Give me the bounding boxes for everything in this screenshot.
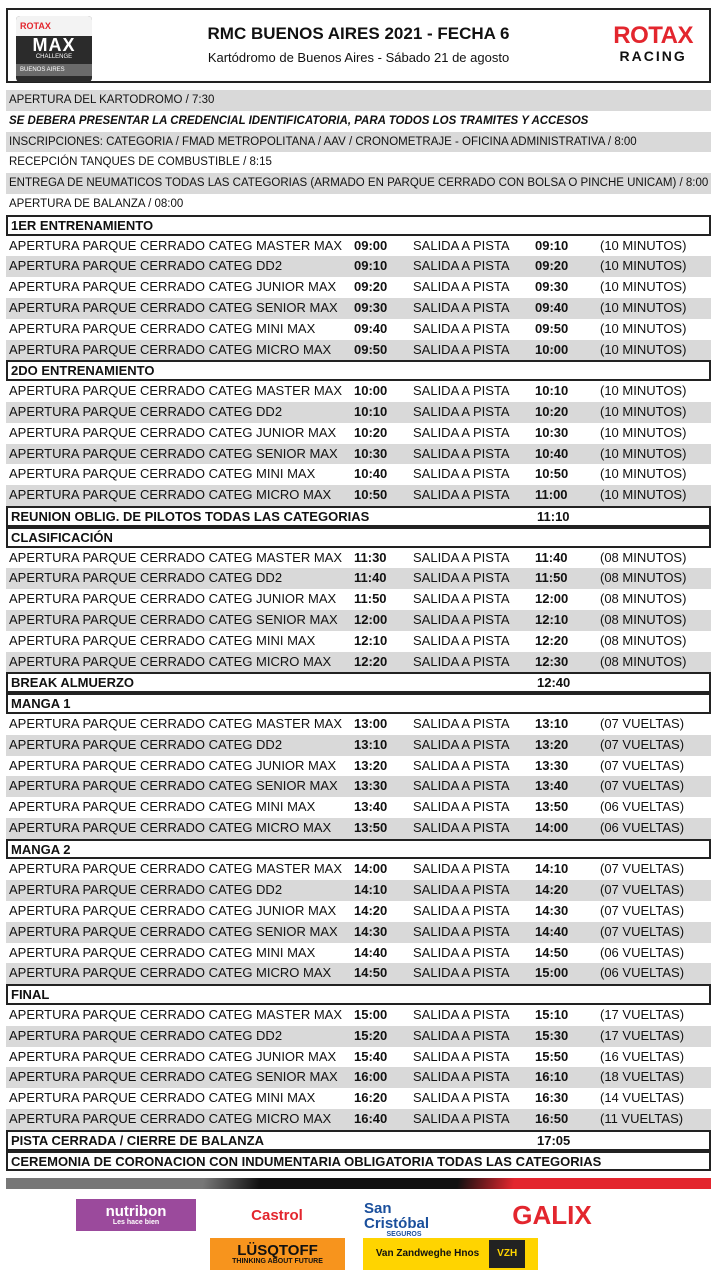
row-label: APERTURA PARQUE CERRADO CATEG MICRO MAX bbox=[9, 487, 332, 503]
duration: (08 MINUTOS) bbox=[600, 570, 687, 586]
track-time: 15:30 bbox=[535, 1027, 569, 1043]
section-title: PISTA CERRADA / CIERRE DE BALANZA bbox=[11, 1132, 265, 1148]
track-label: SALIDA A PISTA bbox=[413, 237, 510, 253]
schedule bbox=[6, 90, 711, 1171]
row-label: APERTURA PARQUE CERRADO CATEG MINI MAX bbox=[9, 320, 316, 336]
track-time: 09:20 bbox=[535, 258, 569, 274]
info-row: INSCRIPCIONES: CATEGORIA / FMAD METROPOLITANA / AAV / CRONOMETRAJE - OFICINA ADMINISTRATIVA / 8:00 bbox=[6, 132, 711, 153]
track-time: 14:40 bbox=[535, 923, 569, 939]
sponsor-logo-1 bbox=[217, 1199, 337, 1231]
open-time: 12:20 bbox=[354, 653, 388, 669]
table-row bbox=[6, 963, 711, 984]
track-time: 16:30 bbox=[535, 1090, 569, 1106]
track-time: 09:40 bbox=[535, 299, 569, 315]
row-label: APERTURA PARQUE CERRADO CATEG JUNIOR MAX bbox=[9, 424, 337, 440]
duration: (07 VUELTAS) bbox=[600, 923, 685, 939]
duration: (10 MINUTOS) bbox=[600, 487, 687, 503]
duration: (10 MINUTOS) bbox=[600, 258, 687, 274]
section-title: CLASIFICACIÓN bbox=[11, 529, 113, 545]
open-time: 14:40 bbox=[354, 944, 388, 960]
track-label: SALIDA A PISTA bbox=[413, 715, 510, 731]
table-row bbox=[6, 859, 711, 880]
track-label: SALIDA A PISTA bbox=[413, 1027, 510, 1043]
open-time: 13:50 bbox=[354, 819, 388, 835]
open-time: 10:00 bbox=[354, 383, 388, 399]
track-label: SALIDA A PISTA bbox=[413, 1069, 510, 1085]
table-row bbox=[6, 319, 711, 340]
track-time: 15:50 bbox=[535, 1048, 569, 1064]
duration: (07 VUELTAS) bbox=[600, 778, 685, 794]
open-time: 16:00 bbox=[354, 1069, 388, 1085]
track-time: 14:00 bbox=[535, 819, 569, 835]
track-time: 11:40 bbox=[535, 549, 568, 565]
open-time: 10:10 bbox=[354, 403, 388, 419]
decorative-stripe bbox=[6, 1178, 711, 1189]
duration: (07 VUELTAS) bbox=[600, 715, 685, 731]
duration: (06 VUELTAS) bbox=[600, 965, 685, 981]
duration: (17 VUELTAS) bbox=[600, 1027, 685, 1043]
duration: (10 MINUTOS) bbox=[600, 466, 687, 482]
track-label: SALIDA A PISTA bbox=[413, 965, 510, 981]
open-time: 09:10 bbox=[354, 258, 388, 274]
sponsor-name: LÜSQTOFF bbox=[237, 1242, 318, 1259]
section-title: 1ER ENTRENAMIENTO bbox=[11, 217, 154, 233]
table-row bbox=[6, 1047, 711, 1068]
table-row bbox=[6, 735, 711, 756]
track-label: SALIDA A PISTA bbox=[413, 1090, 510, 1106]
table-row bbox=[6, 340, 711, 361]
duration: (10 MINUTOS) bbox=[600, 237, 687, 253]
track-time: 13:10 bbox=[535, 715, 569, 731]
track-label: SALIDA A PISTA bbox=[413, 279, 510, 295]
row-label: APERTURA PARQUE CERRADO CATEG SENIOR MAX bbox=[9, 445, 338, 461]
duration: (08 MINUTOS) bbox=[600, 591, 687, 607]
section-header bbox=[6, 1130, 711, 1151]
row-label: APERTURA PARQUE CERRADO CATEG JUNIOR MAX bbox=[9, 903, 337, 919]
section-title: BREAK ALMUERZO bbox=[11, 675, 135, 691]
sponsor-name: GALIX bbox=[512, 1200, 592, 1230]
track-label: SALIDA A PISTA bbox=[413, 736, 510, 752]
track-time: 15:00 bbox=[535, 965, 569, 981]
track-time: 14:20 bbox=[535, 882, 569, 898]
row-label: APERTURA PARQUE CERRADO CATEG MASTER MAX bbox=[9, 1007, 342, 1023]
track-label: SALIDA A PISTA bbox=[413, 923, 510, 939]
section-header bbox=[6, 672, 711, 693]
sponsor-logo-3 bbox=[482, 1199, 622, 1231]
track-label: SALIDA A PISTA bbox=[413, 861, 510, 877]
track-time: 12:00 bbox=[535, 591, 569, 607]
track-time: 13:20 bbox=[535, 736, 569, 752]
duration: (16 VUELTAS) bbox=[600, 1048, 685, 1064]
open-time: 15:20 bbox=[354, 1027, 388, 1043]
track-label: SALIDA A PISTA bbox=[413, 632, 510, 648]
row-label: APERTURA PARQUE CERRADO CATEG DD2 bbox=[9, 882, 283, 898]
track-label: SALIDA A PISTA bbox=[413, 1007, 510, 1023]
sponsor-tagline: THINKING ABOUT FUTURE bbox=[232, 1258, 323, 1265]
table-row bbox=[6, 485, 711, 506]
row-label: APERTURA PARQUE CERRADO CATEG MASTER MAX bbox=[9, 861, 342, 877]
track-time: 10:50 bbox=[535, 466, 569, 482]
table-row bbox=[6, 880, 711, 901]
table-row bbox=[6, 1088, 711, 1109]
sponsor-logo-4 bbox=[210, 1238, 345, 1270]
page-title: RMC BUENOS AIRES 2021 - FECHA 6 bbox=[207, 24, 510, 43]
table-row bbox=[6, 589, 711, 610]
duration: (07 VUELTAS) bbox=[600, 757, 685, 773]
section-header bbox=[6, 984, 711, 1005]
duration: (10 MINUTOS) bbox=[600, 299, 687, 315]
track-label: SALIDA A PISTA bbox=[413, 445, 510, 461]
row-label: APERTURA PARQUE CERRADO CATEG JUNIOR MAX bbox=[9, 279, 337, 295]
table-row bbox=[6, 277, 711, 298]
table-row bbox=[6, 298, 711, 319]
track-label: SALIDA A PISTA bbox=[413, 653, 510, 669]
table-row bbox=[6, 756, 711, 777]
open-time: 14:00 bbox=[354, 861, 388, 877]
sponsor-tagline: Les hace bien bbox=[112, 1219, 160, 1226]
track-label: SALIDA A PISTA bbox=[413, 320, 510, 336]
track-label: SALIDA A PISTA bbox=[413, 549, 510, 565]
track-label: SALIDA A PISTA bbox=[413, 341, 510, 357]
duration: (08 MINUTOS) bbox=[600, 653, 687, 669]
row-label: APERTURA PARQUE CERRADO CATEG DD2 bbox=[9, 403, 283, 419]
section-title: FINAL bbox=[11, 987, 50, 1003]
track-time: 09:30 bbox=[535, 279, 569, 295]
row-label: APERTURA PARQUE CERRADO CATEG MICRO MAX bbox=[9, 653, 332, 669]
track-label: SALIDA A PISTA bbox=[413, 570, 510, 586]
duration: (10 MINUTOS) bbox=[600, 320, 687, 336]
track-label: SALIDA A PISTA bbox=[413, 466, 510, 482]
duration: (17 VUELTAS) bbox=[600, 1007, 685, 1023]
sponsor-logo-2 bbox=[364, 1197, 444, 1241]
row-label: APERTURA PARQUE CERRADO CATEG DD2 bbox=[9, 1027, 283, 1043]
section-title: REUNION OBLIG. DE PILOTOS TODAS LAS CATEGORIAS bbox=[11, 508, 370, 524]
table-row bbox=[6, 631, 711, 652]
table-row bbox=[6, 797, 711, 818]
open-time: 14:30 bbox=[354, 923, 388, 939]
header bbox=[6, 8, 711, 83]
logo-sub: CHALLENGE bbox=[35, 54, 73, 60]
table-row bbox=[6, 444, 711, 465]
row-label: APERTURA PARQUE CERRADO CATEG SENIOR MAX bbox=[9, 611, 338, 627]
duration: (06 VUELTAS) bbox=[600, 799, 685, 815]
section-header bbox=[6, 360, 711, 381]
row-label: APERTURA PARQUE CERRADO CATEG MICRO MAX bbox=[9, 1111, 332, 1127]
table-row bbox=[6, 423, 711, 444]
section-time: 17:05 bbox=[537, 1132, 571, 1148]
open-time: 10:50 bbox=[354, 487, 388, 503]
track-time: 15:10 bbox=[535, 1007, 569, 1023]
duration: (10 MINUTOS) bbox=[600, 279, 687, 295]
track-label: SALIDA A PISTA bbox=[413, 258, 510, 274]
row-label: APERTURA PARQUE CERRADO CATEG MICRO MAX bbox=[9, 819, 332, 835]
duration: (06 VUELTAS) bbox=[600, 819, 685, 835]
open-time: 14:50 bbox=[354, 965, 388, 981]
track-label: SALIDA A PISTA bbox=[413, 299, 510, 315]
row-label: APERTURA PARQUE CERRADO CATEG DD2 bbox=[9, 570, 283, 586]
duration: (11 VUELTAS) bbox=[600, 1111, 684, 1127]
table-row bbox=[6, 1005, 711, 1026]
info-row: APERTURA DE BALANZA / 08:00 bbox=[9, 197, 184, 210]
section-header bbox=[6, 839, 711, 860]
open-time: 13:00 bbox=[354, 715, 388, 731]
track-time: 14:30 bbox=[535, 903, 569, 919]
info-row: SE DEBERA PRESENTAR LA CREDENCIAL IDENTIFICATORIA, PARA TODOS LOS TRAMITES Y ACCESOS bbox=[9, 114, 589, 127]
duration: (10 MINUTOS) bbox=[600, 445, 687, 461]
table-row bbox=[6, 402, 711, 423]
sponsor-name: Castrol bbox=[251, 1206, 303, 1224]
sponsor-name: San Cristóbal bbox=[364, 1199, 430, 1232]
row-label: APERTURA PARQUE CERRADO CATEG JUNIOR MAX bbox=[9, 591, 337, 607]
duration: (08 MINUTOS) bbox=[600, 549, 687, 565]
table-row bbox=[6, 1109, 711, 1130]
open-time: 12:10 bbox=[354, 632, 388, 648]
logo-line2: RACING bbox=[619, 48, 687, 64]
open-time: 16:20 bbox=[354, 1090, 388, 1106]
track-label: SALIDA A PISTA bbox=[413, 819, 510, 835]
open-time: 13:30 bbox=[354, 778, 388, 794]
open-time: 12:00 bbox=[354, 611, 388, 627]
info-row: ENTREGA DE NEUMATICOS TODAS LAS CATEGORIAS (ARMADO EN PARQUE CERRADO CON BOLSA O PINCHE UNICAM) / 8:00 bbox=[6, 173, 711, 194]
row-label: APERTURA PARQUE CERRADO CATEG MASTER MAX bbox=[9, 549, 342, 565]
duration: (07 VUELTAS) bbox=[600, 882, 685, 898]
row-label: APERTURA PARQUE CERRADO CATEG MICRO MAX bbox=[9, 341, 332, 357]
track-time: 13:30 bbox=[535, 757, 569, 773]
track-time: 16:10 bbox=[535, 1069, 569, 1085]
sponsor-name: Van Zandweghe Hnos bbox=[375, 1248, 480, 1259]
open-time: 10:30 bbox=[354, 445, 388, 461]
table-row bbox=[6, 1067, 711, 1088]
open-time: 14:10 bbox=[354, 882, 388, 898]
rotax-racing-logo bbox=[613, 24, 693, 64]
sponsor-tagline: SEGUROS bbox=[386, 1230, 422, 1238]
open-time: 14:20 bbox=[354, 903, 388, 919]
logo-brand: ROTAX bbox=[16, 16, 92, 36]
section-title: CEREMONIA DE CORONACION CON INDUMENTARIA OBLIGATORIA TODAS LAS CATEGORIAS bbox=[11, 1153, 602, 1169]
info-row: APERTURA DEL KARTODROMO / 7:30 bbox=[6, 90, 711, 111]
track-label: SALIDA A PISTA bbox=[413, 591, 510, 607]
row-label: APERTURA PARQUE CERRADO CATEG DD2 bbox=[9, 258, 283, 274]
track-time: 10:20 bbox=[535, 403, 569, 419]
row-label: APERTURA PARQUE CERRADO CATEG SENIOR MAX bbox=[9, 778, 338, 794]
section-header bbox=[6, 506, 711, 527]
open-time: 16:40 bbox=[354, 1111, 388, 1127]
open-time: 09:50 bbox=[354, 341, 388, 357]
row-label: APERTURA PARQUE CERRADO CATEG JUNIOR MAX bbox=[9, 1048, 337, 1064]
duration: (08 MINUTOS) bbox=[600, 632, 687, 648]
track-time: 12:20 bbox=[535, 632, 569, 648]
logo-line1: ROTAX bbox=[613, 22, 693, 49]
section-header bbox=[6, 1151, 711, 1172]
duration: (10 MINUTOS) bbox=[600, 403, 687, 419]
open-time: 13:20 bbox=[354, 757, 388, 773]
table-row bbox=[6, 568, 711, 589]
row-label: APERTURA PARQUE CERRADO CATEG MINI MAX bbox=[9, 799, 316, 815]
table-row bbox=[6, 943, 711, 964]
track-label: SALIDA A PISTA bbox=[413, 1111, 510, 1127]
track-time: 11:50 bbox=[535, 570, 568, 586]
open-time: 11:40 bbox=[354, 570, 387, 586]
row-label: APERTURA PARQUE CERRADO CATEG MINI MAX bbox=[9, 1090, 316, 1106]
section-header bbox=[6, 693, 711, 714]
row-label: APERTURA PARQUE CERRADO CATEG MASTER MAX bbox=[9, 715, 342, 731]
row-label: APERTURA PARQUE CERRADO CATEG SENIOR MAX bbox=[9, 1069, 338, 1085]
page-subtitle: Kartódromo de Buenos Aires - Sábado 21 de agosto bbox=[207, 50, 510, 65]
table-row bbox=[6, 548, 711, 569]
table-row bbox=[6, 714, 711, 735]
track-time: 10:10 bbox=[535, 383, 569, 399]
table-row bbox=[6, 464, 711, 485]
open-time: 13:40 bbox=[354, 799, 388, 815]
row-label: APERTURA PARQUE CERRADO CATEG MASTER MAX bbox=[9, 383, 342, 399]
section-title: MANGA 2 bbox=[11, 841, 71, 857]
table-row bbox=[6, 610, 711, 631]
sponsor-logo-0 bbox=[76, 1199, 196, 1231]
track-time: 14:50 bbox=[535, 944, 569, 960]
track-label: SALIDA A PISTA bbox=[413, 944, 510, 960]
duration: (10 MINUTOS) bbox=[600, 383, 687, 399]
track-time: 11:00 bbox=[535, 487, 568, 503]
row-label: APERTURA PARQUE CERRADO CATEG MINI MAX bbox=[9, 632, 316, 648]
track-time: 14:10 bbox=[535, 861, 569, 877]
duration: (06 VUELTAS) bbox=[600, 944, 685, 960]
open-time: 11:30 bbox=[354, 549, 387, 565]
track-time: 09:50 bbox=[535, 320, 569, 336]
table-row bbox=[6, 922, 711, 943]
table-row bbox=[6, 652, 711, 673]
track-label: SALIDA A PISTA bbox=[413, 757, 510, 773]
row-label: APERTURA PARQUE CERRADO CATEG MINI MAX bbox=[9, 944, 316, 960]
row-label: APERTURA PARQUE CERRADO CATEG JUNIOR MAX bbox=[9, 757, 337, 773]
duration: (18 VUELTAS) bbox=[600, 1069, 685, 1085]
open-time: 13:10 bbox=[354, 736, 388, 752]
table-row bbox=[6, 256, 711, 277]
section-title: MANGA 1 bbox=[11, 696, 71, 712]
table-row bbox=[6, 381, 711, 402]
duration: (07 VUELTAS) bbox=[600, 903, 685, 919]
track-label: SALIDA A PISTA bbox=[413, 903, 510, 919]
track-time: 10:40 bbox=[535, 445, 569, 461]
track-label: SALIDA A PISTA bbox=[413, 611, 510, 627]
track-label: SALIDA A PISTA bbox=[413, 403, 510, 419]
track-label: SALIDA A PISTA bbox=[413, 799, 510, 815]
open-time: 09:30 bbox=[354, 299, 388, 315]
duration: (08 MINUTOS) bbox=[600, 611, 687, 627]
track-label: SALIDA A PISTA bbox=[413, 487, 510, 503]
row-label: APERTURA PARQUE CERRADO CATEG MICRO MAX bbox=[9, 965, 332, 981]
table-row bbox=[6, 236, 711, 257]
section-title: 2DO ENTRENAMIENTO bbox=[11, 363, 155, 379]
section-time: 11:10 bbox=[537, 508, 570, 524]
logo-name: MAX bbox=[32, 35, 76, 55]
open-time: 15:40 bbox=[354, 1048, 388, 1064]
open-time: 11:50 bbox=[354, 591, 387, 607]
track-label: SALIDA A PISTA bbox=[413, 1048, 510, 1064]
track-time: 16:50 bbox=[535, 1111, 569, 1127]
open-time: 09:20 bbox=[354, 279, 388, 295]
duration: (14 VUELTAS) bbox=[600, 1090, 685, 1106]
info-row: RECEPCIÓN TANQUES DE COMBUSTIBLE / 8:15 bbox=[9, 156, 272, 169]
track-time: 12:30 bbox=[535, 653, 569, 669]
duration: (07 VUELTAS) bbox=[600, 736, 685, 752]
row-label: APERTURA PARQUE CERRADO CATEG MINI MAX bbox=[9, 466, 316, 482]
section-header bbox=[6, 215, 711, 236]
track-label: SALIDA A PISTA bbox=[413, 882, 510, 898]
row-label: APERTURA PARQUE CERRADO CATEG SENIOR MAX bbox=[9, 923, 338, 939]
track-label: SALIDA A PISTA bbox=[413, 424, 510, 440]
track-time: 10:30 bbox=[535, 424, 569, 440]
track-time: 13:40 bbox=[535, 778, 569, 794]
track-time: 09:10 bbox=[535, 237, 569, 253]
track-label: SALIDA A PISTA bbox=[413, 778, 510, 794]
duration: (10 MINUTOS) bbox=[600, 341, 687, 357]
sponsor-logo-5 bbox=[363, 1238, 538, 1270]
track-time: 12:10 bbox=[535, 611, 569, 627]
table-row bbox=[6, 776, 711, 797]
row-label: APERTURA PARQUE CERRADO CATEG MASTER MAX bbox=[9, 237, 342, 253]
sponsor-badge: VZH bbox=[489, 1240, 525, 1268]
open-time: 10:40 bbox=[354, 466, 388, 482]
row-label: APERTURA PARQUE CERRADO CATEG DD2 bbox=[9, 736, 283, 752]
section-header bbox=[6, 527, 711, 548]
section-time: 12:40 bbox=[537, 675, 571, 691]
open-time: 10:20 bbox=[354, 424, 388, 440]
sponsor-name: nutribon bbox=[105, 1203, 167, 1220]
table-row bbox=[6, 818, 711, 839]
duration: (10 MINUTOS) bbox=[600, 424, 687, 440]
track-time: 10:00 bbox=[535, 341, 569, 357]
track-label: SALIDA A PISTA bbox=[413, 383, 510, 399]
track-time: 13:50 bbox=[535, 799, 569, 815]
open-time: 15:00 bbox=[354, 1007, 388, 1023]
open-time: 09:40 bbox=[354, 320, 388, 336]
logo-region: BUENOS AIRES bbox=[16, 64, 92, 76]
duration: (07 VUELTAS) bbox=[600, 861, 685, 877]
table-row bbox=[6, 901, 711, 922]
table-row bbox=[6, 1026, 711, 1047]
open-time: 09:00 bbox=[354, 237, 388, 253]
row-label: APERTURA PARQUE CERRADO CATEG SENIOR MAX bbox=[9, 299, 338, 315]
